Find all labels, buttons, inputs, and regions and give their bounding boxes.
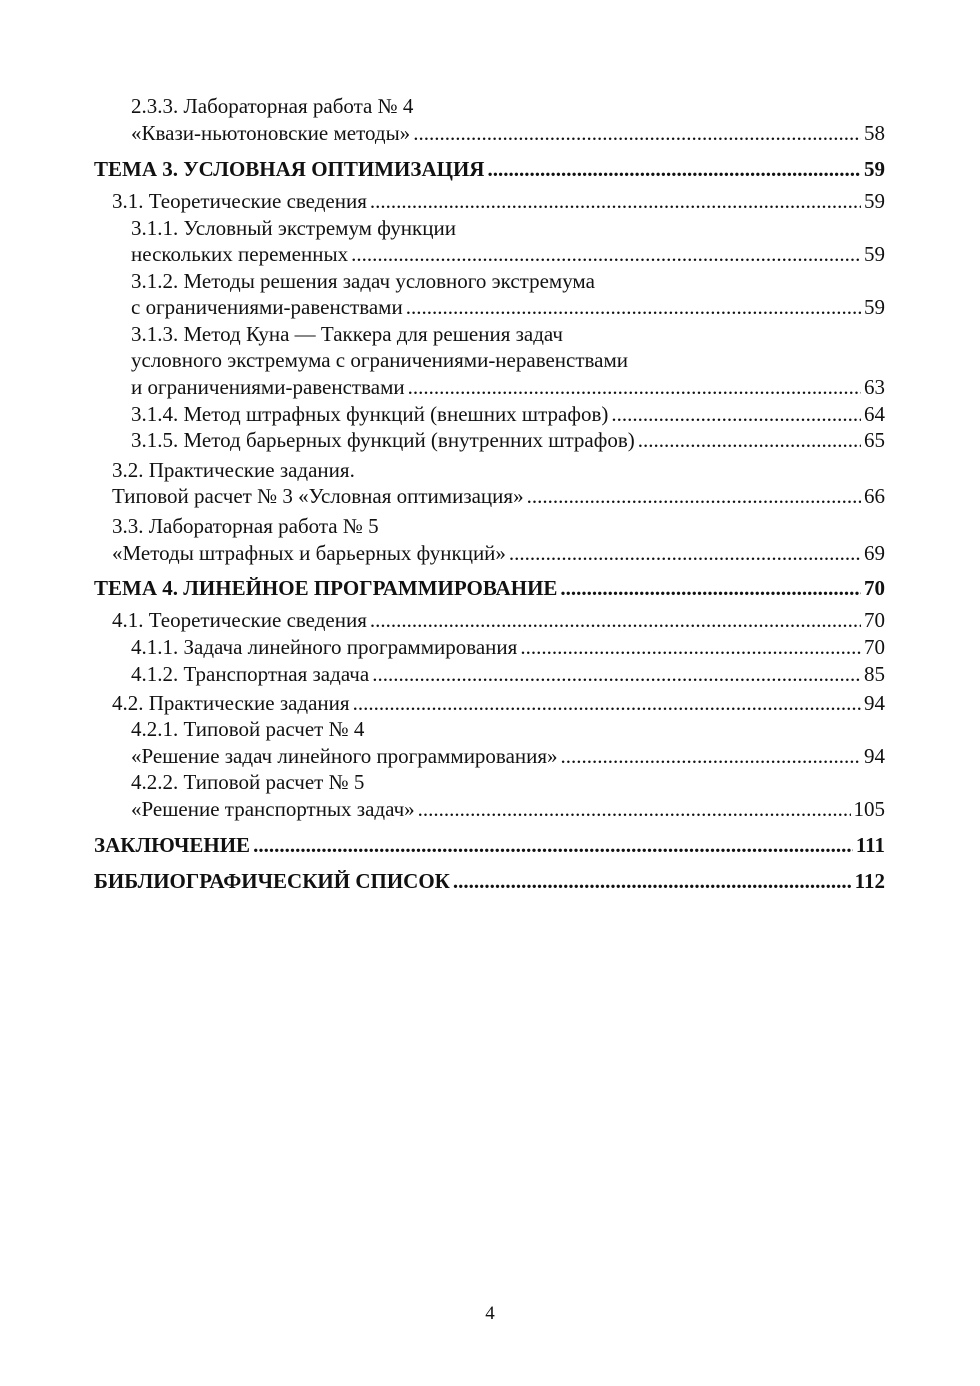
toc-entry-text: «Методы штрафных и барьерных функций» [112, 541, 506, 565]
dot-leader [611, 400, 861, 428]
dot-leader [509, 539, 861, 567]
dot-leader [487, 155, 861, 183]
toc-entry [131, 320, 885, 348]
toc-entry-text: «Квази-ньютоновские методы» [131, 121, 411, 145]
toc-chapter [94, 574, 885, 602]
toc-entry [131, 660, 885, 688]
toc-page-number: 59 [864, 189, 885, 213]
toc-page-number: 70 [864, 576, 885, 600]
dot-leader [418, 795, 851, 823]
toc-entry-text: 3.1. Теоретические сведения [112, 189, 367, 213]
dot-leader [413, 119, 861, 147]
dot-leader [351, 240, 861, 268]
toc-page-number: 63 [864, 375, 885, 399]
toc-entry-text: 2.3.3. Лабораторная работа № 4 [131, 94, 414, 118]
toc-page-number: 59 [864, 295, 885, 319]
toc-entry-text: БИБЛИОГРАФИЧЕСКИЙ СПИСОК [94, 869, 450, 893]
toc-entry-text: 4.1. Теоретические сведения [112, 608, 367, 632]
toc-entry-text: 3.1.4. Метод штрафных функций (внешних штрафов) [131, 402, 609, 426]
toc-entry-text: 3.1.3. Метод Куна — Таккера для решения задач [131, 322, 563, 346]
toc-entry-text: условного экстремума с ограничениями-неравенствами [131, 348, 629, 372]
toc-entry [131, 346, 885, 374]
toc-entry [112, 482, 885, 510]
toc-entry [131, 795, 885, 823]
toc-page-number: 65 [864, 428, 885, 452]
toc-entry-text: 4.2.1. Типовой расчет № 4 [131, 717, 365, 741]
toc-entry [112, 539, 885, 567]
dot-leader [370, 606, 861, 634]
dot-leader [372, 660, 861, 688]
dot-leader [453, 867, 852, 895]
toc-entry-text: 3.3. Лабораторная работа № 5 [112, 514, 379, 538]
dot-leader [406, 293, 861, 321]
toc-page-number: 94 [864, 744, 885, 768]
toc-page-number: 64 [864, 402, 885, 426]
toc-entry-text: ТЕМА 4. ЛИНЕЙНОЕ ПРОГРАММИРОВАНИЕ [94, 576, 558, 600]
toc-entry [131, 293, 885, 321]
toc-entry-text: 3.1.5. Метод барьерных функций (внутренних штрафов) [131, 428, 635, 452]
toc-entry-text: нескольких переменных [131, 242, 349, 266]
toc-chapter [94, 831, 885, 859]
toc-entry [131, 633, 885, 661]
toc-entry-text: 4.1.2. Транспортная задача [131, 662, 370, 686]
dot-leader [527, 482, 861, 510]
toc-entry-text: «Решение транспортных задач» [131, 797, 415, 821]
toc-entry-text: Типовой расчет № 3 «Условная оптимизация» [112, 484, 524, 508]
toc-entry [131, 742, 885, 770]
dot-leader [561, 742, 861, 770]
toc-entry [131, 119, 885, 147]
toc-entry-text: и ограничениями-равенствами [131, 375, 405, 399]
toc-page-number: 69 [864, 541, 885, 565]
dot-leader [253, 831, 853, 859]
toc-entry [131, 768, 885, 796]
toc-chapter [94, 155, 885, 183]
toc-entry-text: 4.1.1. Задача линейного программирования [131, 635, 518, 659]
dot-leader [370, 187, 861, 215]
toc-entry [112, 456, 885, 484]
toc-page-number: 58 [864, 121, 885, 145]
dot-leader [560, 574, 861, 602]
toc-page-number: 94 [864, 691, 885, 715]
dot-leader [353, 689, 861, 717]
toc-entry [112, 606, 885, 634]
toc-entry [112, 187, 885, 215]
dot-leader [408, 373, 861, 401]
toc-entry [131, 373, 885, 401]
toc-entry-text: 4.2.2. Типовой расчет № 5 [131, 770, 365, 794]
toc-page-number: 111 [855, 833, 885, 857]
toc-entry [131, 400, 885, 428]
toc-entry-text: 3.1.2. Методы решения задач условного экстремума [131, 269, 595, 293]
toc-entry [131, 267, 885, 295]
toc-entry-text: «Решение задач линейного программирования» [131, 744, 558, 768]
toc-entry [131, 92, 885, 120]
toc-entry-text: 3.1.1. Условный экстремум функции [131, 216, 456, 240]
toc-entry [112, 512, 885, 540]
toc-page-number: 112 [854, 869, 885, 893]
toc-entry [112, 689, 885, 717]
toc-chapter [94, 867, 885, 895]
page-number: 4 [485, 1303, 495, 1324]
toc-entry [131, 214, 885, 242]
toc-page-number: 85 [864, 662, 885, 686]
dot-leader [638, 426, 861, 454]
toc-entry [131, 426, 885, 454]
toc-entry [131, 240, 885, 268]
toc-entry-text: с ограничениями-равенствами [131, 295, 403, 319]
toc-page-number: 105 [853, 797, 885, 821]
dot-leader [520, 633, 861, 661]
toc-page-number: 59 [864, 242, 885, 266]
toc-page-number: 66 [864, 484, 885, 508]
toc-entry [131, 715, 885, 743]
toc-page-number: 70 [864, 635, 885, 659]
toc-page-number: 70 [864, 608, 885, 632]
toc-entry-text: ТЕМА 3. УСЛОВНАЯ ОПТИМИЗАЦИЯ [94, 157, 485, 181]
toc-entry-text: 3.2. Практические задания. [112, 458, 355, 482]
toc-entry-text: ЗАКЛЮЧЕНИЕ [94, 833, 251, 857]
toc-entry-text: 4.2. Практические задания [112, 691, 350, 715]
toc-page-number: 59 [864, 157, 885, 181]
